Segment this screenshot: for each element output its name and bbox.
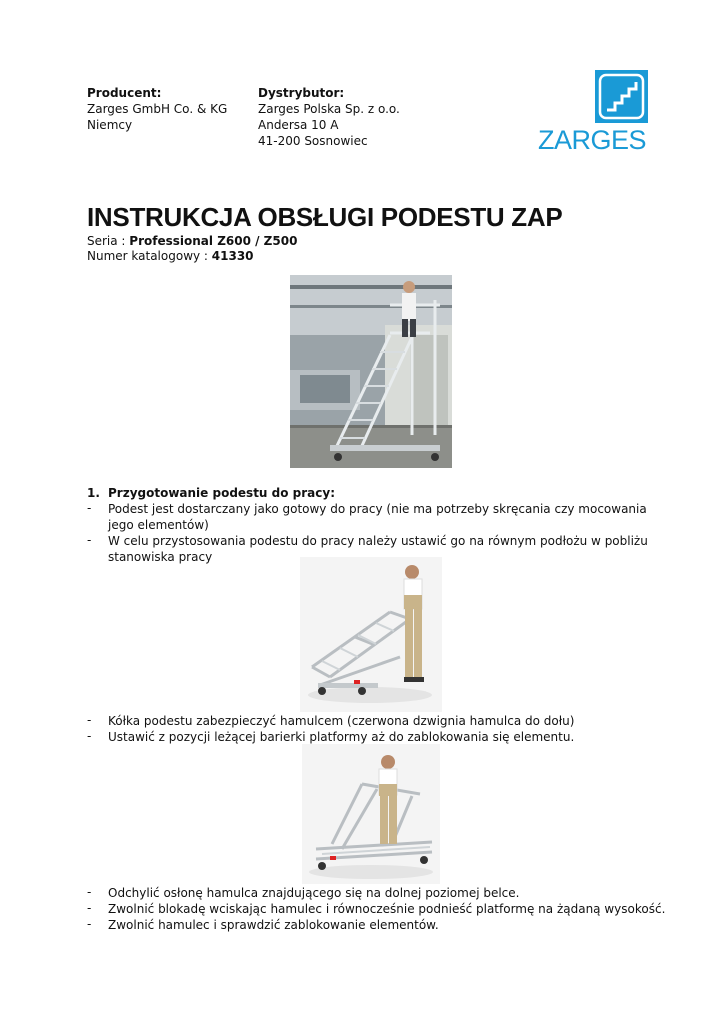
series-value: Professional Z600 / Z500: [129, 234, 298, 248]
distributor-block: [258, 85, 400, 149]
list-item: [87, 501, 667, 533]
list-item-text: Kółka podestu zabezpieczyć hamulcem (czerwona dzwignia hamulca do dołu): [108, 714, 575, 728]
series-label: Seria :: [87, 234, 130, 248]
list-item-text: Odchylić osłonę hamulca znajdującego się na dolnej poziomej belce.: [108, 886, 520, 900]
bullet-dash: -: [87, 533, 92, 547]
list-item: [87, 885, 667, 901]
unfolding-platform-photo: [300, 557, 442, 712]
logo-wordmark: ZARGES: [537, 125, 647, 155]
catalog-line: [87, 248, 254, 264]
section-number: 1.: [87, 486, 100, 500]
document-title: INSTRUKCJA OBSŁUGI PODESTU ZAP: [87, 202, 563, 232]
catalog-value: 41330: [211, 249, 254, 263]
series-line: [87, 233, 297, 249]
distributor-name: Zarges Polska Sp. z o.o.: [258, 102, 400, 116]
bullet-dash: -: [87, 729, 92, 743]
bullet-dash: -: [87, 885, 92, 899]
list-item-text: Zwolnić blokadę wciskając hamulec i równocześnie podnieść platformę na żądaną wysokość.: [108, 902, 666, 916]
stairs-icon: [595, 70, 648, 123]
producer-block: [87, 85, 227, 133]
bullet-dash: -: [87, 501, 92, 515]
bullet-dash: -: [87, 917, 92, 931]
list-item: [87, 713, 667, 729]
bullet-dash: -: [87, 901, 92, 915]
list-item-text: Zwolnić hamulec i sprawdzić zablokowanie elementów.: [108, 918, 439, 932]
section-title: Przygotowanie podestu do pracy:: [108, 486, 336, 500]
section-1-heading: [87, 485, 335, 501]
list-item: [87, 901, 667, 917]
distributor-heading: Dystrybutor:: [258, 86, 345, 100]
raising-railing-photo: [302, 744, 440, 884]
list-item: [87, 729, 667, 745]
list-item-text: Podest jest dostarczany jako gotowy do pracy (nie ma potrzeby skręcania czy mocowania jego elementów): [108, 502, 647, 532]
zarges-logo: [534, 70, 650, 154]
list-item: [87, 917, 667, 933]
catalog-label: Numer katalogowy :: [87, 249, 212, 263]
producer-name: Zarges GmbH Co. & KG: [87, 102, 228, 116]
bullet-dash: -: [87, 713, 92, 727]
producer-heading: Producent:: [87, 86, 162, 100]
distributor-city: 41-200 Sosnowiec: [258, 134, 368, 148]
list-item-text: W celu przystosowania podestu do pracy należy ustawić go na równym podłożu w pobliżu stanowiska pracy: [108, 534, 648, 564]
distributor-street: Andersa 10 A: [258, 118, 339, 132]
producer-country: Niemcy: [87, 118, 133, 132]
platform-workshop-photo: [290, 275, 452, 468]
list-item-text: Ustawić z pozycji leżącej barierki platformy aż do zablokowania się elementu.: [108, 730, 575, 744]
